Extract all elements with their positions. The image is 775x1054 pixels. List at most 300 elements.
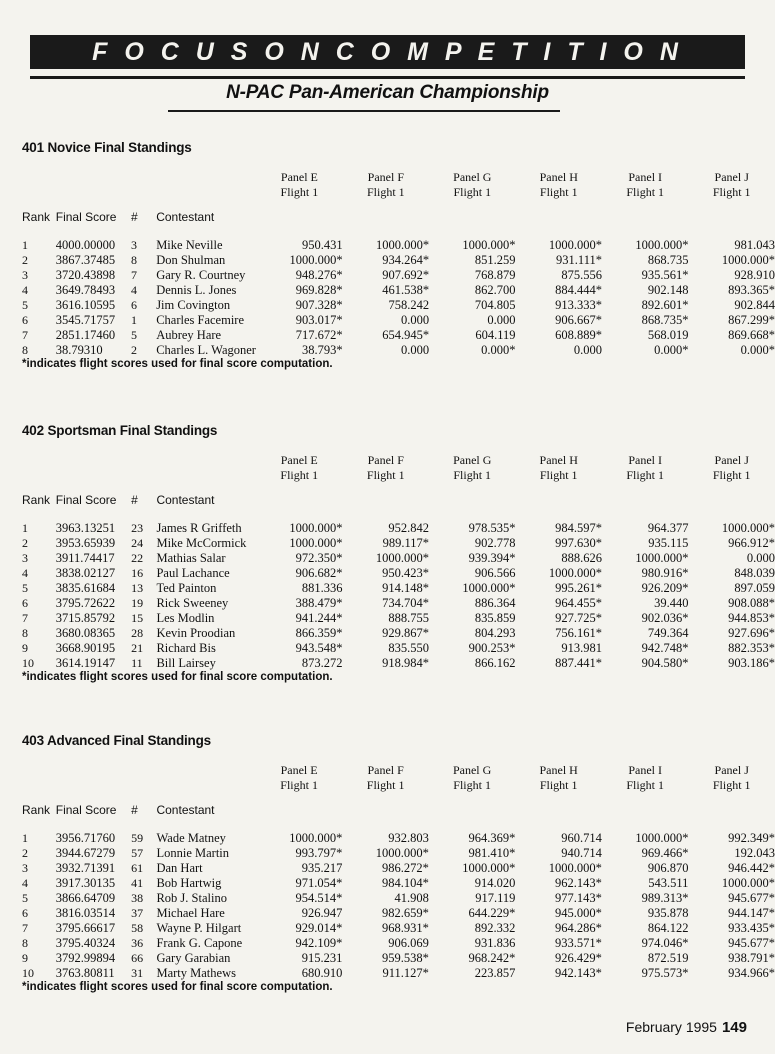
table-row bbox=[22, 283, 775, 298]
cell-panel-i: 904.580* bbox=[641, 656, 689, 670]
cell-panel-e: 954.514* bbox=[295, 891, 343, 905]
cell-panel-j: 1000.000* bbox=[721, 521, 775, 535]
cell-number: 37 bbox=[131, 906, 144, 920]
cell-panel-f: 907.692* bbox=[382, 268, 430, 282]
cell-contestant: Wayne P. Hilgart bbox=[156, 921, 242, 935]
cell-rank: 1 bbox=[22, 521, 28, 535]
cell-final-score: 3545.71757 bbox=[55, 313, 116, 327]
section-title: 401 Novice Final Standings bbox=[22, 140, 192, 155]
cell-rank: 4 bbox=[22, 566, 28, 580]
cell-panel-e: 1000.000* bbox=[289, 536, 343, 550]
table-row bbox=[22, 966, 775, 981]
cell-panel-h: 927.725* bbox=[555, 611, 602, 625]
table-row bbox=[22, 846, 775, 861]
column-header-rank: Rank bbox=[22, 210, 51, 224]
cell-panel-g: 866.162 bbox=[474, 656, 516, 670]
panel-label: Panel E bbox=[280, 763, 318, 777]
column-header-row bbox=[22, 210, 775, 238]
cell-panel-e: 1000.000* bbox=[289, 521, 343, 535]
panel-header-spacer bbox=[22, 170, 256, 210]
table-row bbox=[22, 536, 775, 551]
cell-final-score: 3795.72622 bbox=[55, 596, 116, 610]
cell-contestant: Michael Hare bbox=[156, 906, 225, 920]
cell-panel-i: 935.115 bbox=[648, 536, 689, 550]
cell-panel-j: 0.000 bbox=[746, 551, 775, 565]
cell-panel-f: 906.069 bbox=[388, 936, 429, 950]
cell-rank: 4 bbox=[22, 283, 28, 297]
cell-contestant: Ted Painton bbox=[156, 581, 217, 595]
column-header-panel-j bbox=[688, 803, 775, 831]
cell-panel-f: 461.538* bbox=[382, 283, 430, 297]
panel-header-I bbox=[602, 170, 688, 210]
cell-contestant: Gary Garabian bbox=[156, 951, 231, 965]
column-header-panel-e bbox=[256, 803, 343, 831]
column-header-row bbox=[22, 803, 775, 831]
cell-panel-g: 0.000 bbox=[487, 313, 516, 327]
cell-panel-f: 986.272* bbox=[382, 861, 429, 875]
cell-panel-e: 906.682* bbox=[295, 566, 343, 580]
panel-header-spacer bbox=[22, 763, 256, 803]
cell-panel-e: 38.793* bbox=[302, 343, 343, 357]
cell-panel-g: 906.566 bbox=[474, 566, 516, 580]
cell-panel-f: 929.867* bbox=[382, 626, 429, 640]
standings-body bbox=[22, 521, 775, 671]
cell-panel-j: 945.677* bbox=[728, 936, 775, 950]
cell-panel-g: 939.394* bbox=[468, 551, 516, 565]
cell-panel-j: 944.147* bbox=[728, 906, 775, 920]
cell-panel-g: 900.253* bbox=[468, 641, 516, 655]
standings-table bbox=[22, 763, 775, 981]
cell-panel-j: 992.349* bbox=[728, 831, 775, 845]
cell-final-score: 3614.19147 bbox=[55, 656, 116, 670]
cell-final-score: 4000.00000 bbox=[55, 238, 116, 252]
cell-panel-j: 1000.000* bbox=[721, 876, 775, 890]
cell-number: 23 bbox=[131, 521, 144, 535]
cell-final-score: 3911.74417 bbox=[55, 551, 115, 565]
cell-panel-h: 997.630* bbox=[555, 536, 602, 550]
cell-panel-j: 897.059 bbox=[734, 581, 775, 595]
panel-header-E bbox=[256, 170, 342, 210]
cell-rank: 1 bbox=[22, 238, 28, 252]
cell-panel-g: 886.364 bbox=[474, 596, 516, 610]
panel-header-H bbox=[515, 763, 602, 803]
cell-final-score: 3649.78493 bbox=[55, 283, 116, 297]
cell-panel-i: 935.878 bbox=[647, 906, 689, 920]
cell-panel-f: 968.931* bbox=[382, 921, 429, 935]
column-header-panel-f bbox=[343, 210, 429, 238]
cell-panel-f: 989.117* bbox=[382, 536, 429, 550]
cell-panel-i: 749.364 bbox=[647, 626, 689, 640]
table-row bbox=[22, 521, 775, 536]
cell-number: 28 bbox=[131, 626, 144, 640]
cell-number: 41 bbox=[131, 876, 144, 890]
panel-label: Panel J bbox=[714, 170, 749, 184]
cell-panel-g: 704.805 bbox=[474, 298, 516, 312]
cell-contestant: Don Shulman bbox=[156, 253, 226, 267]
cell-panel-i: 902.148 bbox=[647, 283, 689, 297]
cell-panel-e: 950.431 bbox=[302, 238, 343, 252]
cell-panel-e: 903.017* bbox=[295, 313, 343, 327]
cell-panel-i: 543.511 bbox=[648, 876, 689, 890]
column-header-panel-e bbox=[256, 210, 342, 238]
page-footer bbox=[626, 1019, 747, 1036]
cell-rank: 3 bbox=[22, 268, 28, 282]
flight-label: Flight 1 bbox=[280, 468, 319, 482]
panel-label: Panel I bbox=[628, 170, 663, 184]
cell-panel-f: 914.148* bbox=[382, 581, 429, 595]
cell-panel-g: 978.535* bbox=[468, 521, 516, 535]
cell-panel-h: 884.444* bbox=[555, 283, 602, 297]
cell-panel-j: 903.186* bbox=[728, 656, 775, 670]
cell-panel-j: 902.844 bbox=[734, 298, 775, 312]
panel-header-F bbox=[342, 763, 429, 803]
cell-panel-g: 862.700 bbox=[474, 283, 516, 297]
table-row bbox=[22, 313, 775, 328]
cell-final-score: 3917.30135 bbox=[55, 876, 116, 890]
footnote: *indicates flight scores used for final score computation. bbox=[22, 981, 333, 993]
cell-panel-h: 962.143* bbox=[555, 876, 602, 890]
cell-panel-g: 917.119 bbox=[475, 891, 516, 905]
cell-number: 5 bbox=[131, 328, 138, 342]
cell-final-score: 3763.80811 bbox=[55, 966, 115, 980]
cell-panel-g: 835.859 bbox=[474, 611, 516, 625]
panel-header-F bbox=[343, 453, 429, 493]
column-header-panel-e bbox=[256, 493, 342, 521]
cell-panel-j: 928.910 bbox=[734, 268, 775, 282]
cell-panel-i: 980.916* bbox=[641, 566, 689, 580]
panel-header-row bbox=[22, 453, 775, 493]
cell-rank: 8 bbox=[22, 626, 28, 640]
cell-number: 38 bbox=[131, 891, 144, 905]
cell-rank: 3 bbox=[22, 861, 28, 875]
column-header-panel-h bbox=[516, 210, 602, 238]
column-header-number: # bbox=[131, 803, 138, 817]
cell-panel-i: 868.735* bbox=[641, 313, 689, 327]
panel-label: Panel F bbox=[367, 453, 404, 467]
flight-label: Flight 1 bbox=[712, 185, 751, 199]
cell-panel-e: 866.359* bbox=[295, 626, 343, 640]
table-row bbox=[22, 298, 775, 313]
cell-panel-i: 926.209* bbox=[641, 581, 689, 595]
table-row bbox=[22, 891, 775, 906]
cell-number: 3 bbox=[131, 238, 138, 252]
table-row bbox=[22, 328, 775, 343]
cell-final-score: 3795.66617 bbox=[55, 921, 116, 935]
cell-panel-h: 984.597* bbox=[555, 521, 602, 535]
panel-header-H bbox=[515, 453, 601, 493]
cell-panel-g: 902.778 bbox=[474, 536, 516, 550]
cell-number: 36 bbox=[131, 936, 144, 950]
flight-label: Flight 1 bbox=[712, 468, 751, 482]
panel-header-J bbox=[688, 453, 775, 493]
cell-final-score: 3792.99894 bbox=[55, 951, 116, 965]
cell-panel-j: 1000.000* bbox=[721, 253, 775, 267]
cell-panel-j: 192.043 bbox=[734, 846, 775, 860]
panel-label: Panel J bbox=[714, 453, 749, 467]
column-header-number: # bbox=[131, 210, 138, 224]
cell-number: 7 bbox=[131, 268, 138, 282]
cell-panel-e: 388.479* bbox=[295, 596, 343, 610]
panel-header-J bbox=[688, 170, 775, 210]
cell-panel-j: 882.353* bbox=[728, 641, 775, 655]
table-row bbox=[22, 551, 775, 566]
cell-panel-h: 887.441* bbox=[555, 656, 602, 670]
panel-label: Panel I bbox=[628, 763, 662, 777]
cell-panel-i: 1000.000* bbox=[635, 551, 689, 565]
cell-rank: 3 bbox=[22, 551, 28, 565]
panel-header-G bbox=[429, 170, 515, 210]
title-rule bbox=[30, 76, 745, 79]
column-header-number: # bbox=[131, 493, 138, 507]
flight-label: Flight 1 bbox=[539, 778, 578, 792]
footer-page-number: 149 bbox=[721, 1019, 747, 1036]
cell-panel-h: 0.000 bbox=[573, 343, 602, 357]
column-header-panel-g bbox=[429, 210, 515, 238]
panel-label: Panel I bbox=[628, 453, 663, 467]
cell-panel-g: 914.020 bbox=[474, 876, 516, 890]
cell-panel-e: 881.336 bbox=[301, 581, 343, 595]
cell-panel-f: 950.423* bbox=[382, 566, 429, 580]
table-row bbox=[22, 921, 775, 936]
panel-header-I bbox=[602, 763, 689, 803]
cell-panel-g: 0.000* bbox=[481, 343, 516, 357]
cell-panel-h: 933.571* bbox=[555, 936, 602, 950]
cell-rank: 5 bbox=[22, 581, 28, 595]
cell-final-score: 2851.17460 bbox=[55, 328, 116, 342]
cell-final-score: 38.79310 bbox=[55, 343, 103, 357]
cell-panel-f: 952.842 bbox=[388, 521, 429, 535]
cell-panel-i: 872.519 bbox=[647, 951, 689, 965]
cell-panel-i: 1000.000* bbox=[635, 831, 689, 845]
cell-panel-e: 926.947 bbox=[301, 906, 343, 920]
cell-panel-h: 913.981 bbox=[561, 641, 602, 655]
column-header-panel-h bbox=[515, 803, 602, 831]
cell-panel-e: 935.217 bbox=[301, 861, 343, 875]
cell-panel-i: 969.466* bbox=[641, 846, 689, 860]
section-title: 402 Sportsman Final Standings bbox=[22, 423, 218, 438]
standings-body bbox=[22, 238, 775, 358]
column-header-contestant: Contestant bbox=[156, 493, 215, 507]
cell-panel-f: 934.264* bbox=[382, 253, 430, 267]
table-row bbox=[22, 581, 775, 596]
standings-table bbox=[22, 453, 775, 671]
cell-panel-i: 1000.000* bbox=[635, 238, 689, 252]
cell-panel-e: 915.231 bbox=[301, 951, 343, 965]
cell-contestant: Dennis L. Jones bbox=[156, 283, 237, 297]
panel-header-F bbox=[343, 170, 429, 210]
cell-contestant: Dan Hart bbox=[156, 861, 203, 875]
cell-final-score: 3963.13251 bbox=[55, 521, 116, 535]
cell-number: 4 bbox=[131, 283, 138, 297]
cell-panel-h: 942.143* bbox=[555, 966, 602, 980]
cell-panel-h: 913.333* bbox=[555, 298, 602, 312]
panel-header-H bbox=[516, 170, 602, 210]
cell-panel-e: 943.548* bbox=[295, 641, 343, 655]
cell-panel-e: 1000.000* bbox=[289, 831, 343, 845]
flight-label: Flight 1 bbox=[626, 185, 665, 199]
cell-panel-g: 223.857 bbox=[474, 966, 516, 980]
cell-contestant: Kevin Proodian bbox=[156, 626, 236, 640]
cell-panel-j: 0.000* bbox=[740, 343, 775, 357]
cell-contestant: Rick Sweeney bbox=[156, 596, 229, 610]
panel-label: Panel H bbox=[539, 763, 578, 777]
column-header-panel-g bbox=[429, 803, 516, 831]
cell-panel-e: 941.244* bbox=[295, 611, 343, 625]
cell-panel-f: 1000.000* bbox=[375, 551, 429, 565]
cell-panel-f: 41.908 bbox=[394, 891, 429, 905]
cell-number: 59 bbox=[131, 831, 144, 845]
cell-panel-j: 934.966* bbox=[728, 966, 775, 980]
cell-panel-f: 835.550 bbox=[388, 641, 429, 655]
cell-panel-g: 968.242* bbox=[468, 951, 516, 965]
cell-number: 16 bbox=[131, 566, 144, 580]
cell-contestant: Bill Lairsey bbox=[156, 656, 216, 670]
cell-panel-f: 932.803 bbox=[388, 831, 429, 845]
cell-panel-g: 964.369* bbox=[468, 831, 516, 845]
cell-panel-e: 972.350* bbox=[295, 551, 343, 565]
cell-panel-f: 1000.000* bbox=[375, 846, 429, 860]
column-header-panel-i bbox=[602, 493, 688, 521]
cell-panel-i: 989.313* bbox=[641, 891, 689, 905]
cell-panel-i: 935.561* bbox=[641, 268, 689, 282]
footnote: *indicates flight scores used for final score computation. bbox=[22, 358, 333, 370]
cell-panel-j: 938.791* bbox=[728, 951, 775, 965]
cell-number: 1 bbox=[131, 313, 138, 327]
panel-label: Panel H bbox=[539, 453, 578, 467]
cell-panel-g: 1000.000* bbox=[462, 861, 516, 875]
cell-panel-f: 654.945* bbox=[382, 328, 430, 342]
table-row bbox=[22, 626, 775, 641]
cell-panel-f: 0.000 bbox=[400, 313, 430, 327]
cell-panel-f: 758.242 bbox=[388, 298, 430, 312]
panel-header-G bbox=[429, 763, 516, 803]
cell-contestant: Paul Lachance bbox=[156, 566, 230, 580]
cell-panel-i: 39.440 bbox=[654, 596, 689, 610]
cell-number: 58 bbox=[131, 921, 144, 935]
cell-panel-e: 948.276* bbox=[295, 268, 343, 282]
cell-panel-h: 608.889* bbox=[555, 328, 602, 342]
cell-panel-j: 869.668* bbox=[728, 328, 775, 342]
table-row bbox=[22, 268, 775, 283]
cell-number: 24 bbox=[131, 536, 144, 550]
cell-rank: 9 bbox=[22, 951, 28, 965]
flight-label: Flight 1 bbox=[280, 185, 319, 199]
cell-panel-e: 680.910 bbox=[301, 966, 343, 980]
cell-panel-h: 906.667* bbox=[555, 313, 602, 327]
panel-header-E bbox=[256, 453, 342, 493]
cell-final-score: 3838.02127 bbox=[55, 566, 116, 580]
cell-final-score: 3866.64709 bbox=[55, 891, 116, 905]
cell-panel-i: 568.019 bbox=[647, 328, 689, 342]
cell-panel-e: 929.014* bbox=[295, 921, 343, 935]
flight-label: Flight 1 bbox=[366, 778, 405, 792]
cell-number: 31 bbox=[131, 966, 144, 980]
cell-number: 61 bbox=[131, 861, 144, 875]
cell-final-score: 3680.08365 bbox=[55, 626, 116, 640]
standings-table bbox=[22, 170, 775, 358]
cell-contestant: Charles L. Wagoner bbox=[156, 343, 256, 357]
cell-rank: 10 bbox=[22, 656, 34, 670]
table-row bbox=[22, 596, 775, 611]
column-header-final-score: Final Score bbox=[55, 210, 117, 224]
column-header-panel-h bbox=[515, 493, 601, 521]
column-header-panel-f bbox=[343, 493, 429, 521]
cell-panel-g: 604.119 bbox=[475, 328, 516, 342]
cell-panel-h: 888.626 bbox=[561, 551, 602, 565]
cell-panel-j: 981.043 bbox=[734, 238, 775, 252]
flight-label: Flight 1 bbox=[280, 778, 318, 792]
cell-rank: 6 bbox=[22, 906, 28, 920]
cell-panel-h: 995.261* bbox=[555, 581, 602, 595]
flight-label: Flight 1 bbox=[367, 185, 405, 199]
panel-header-J bbox=[688, 763, 775, 803]
cell-rank: 8 bbox=[22, 936, 28, 950]
cell-number: 22 bbox=[131, 551, 144, 565]
column-header-panel-j bbox=[688, 493, 775, 521]
footer-date: February 1995 bbox=[625, 1019, 717, 1035]
flight-label: Flight 1 bbox=[626, 468, 665, 482]
flight-label: Flight 1 bbox=[366, 468, 405, 482]
column-header-panel-j bbox=[688, 210, 775, 238]
cell-panel-i: 964.377 bbox=[647, 521, 689, 535]
cell-panel-j: 944.853* bbox=[728, 611, 775, 625]
cell-panel-h: 931.111* bbox=[556, 253, 602, 267]
panel-label: Panel E bbox=[280, 453, 318, 467]
flight-label: Flight 1 bbox=[539, 185, 578, 199]
cell-panel-f: 734.704* bbox=[382, 596, 429, 610]
cell-panel-j: 945.677* bbox=[728, 891, 775, 905]
cell-panel-h: 945.000* bbox=[555, 906, 602, 920]
cell-rank: 7 bbox=[22, 921, 28, 935]
cell-rank: 8 bbox=[22, 343, 28, 357]
cell-panel-i: 902.036* bbox=[641, 611, 689, 625]
table-row bbox=[22, 641, 775, 656]
cell-panel-h: 1000.000* bbox=[548, 861, 602, 875]
cell-panel-g: 804.293 bbox=[474, 626, 516, 640]
section-title: 403 Advanced Final Standings bbox=[22, 733, 211, 748]
cell-number: 6 bbox=[131, 298, 138, 312]
cell-panel-j: 848.039 bbox=[734, 566, 775, 580]
cell-number: 2 bbox=[131, 343, 138, 357]
flight-label: Flight 1 bbox=[712, 778, 751, 792]
cell-contestant: Bob Hartwig bbox=[156, 876, 222, 890]
cell-panel-e: 873.272 bbox=[301, 656, 343, 670]
cell-panel-j: 893.365* bbox=[728, 283, 775, 297]
cell-panel-h: 756.161* bbox=[555, 626, 602, 640]
cell-contestant: Jim Covington bbox=[156, 298, 231, 312]
cell-contestant: Lonnie Martin bbox=[156, 846, 230, 860]
cell-contestant: Mathias Salar bbox=[156, 551, 226, 565]
column-header-contestant: Contestant bbox=[156, 210, 215, 224]
cell-panel-h: 875.556 bbox=[561, 268, 602, 282]
column-header-final-score: Final Score bbox=[55, 493, 117, 507]
cell-panel-i: 0.000* bbox=[654, 343, 689, 357]
footnote: *indicates flight scores used for final score computation. bbox=[22, 671, 333, 683]
cell-panel-g: 892.332 bbox=[474, 921, 516, 935]
panel-header-G bbox=[429, 453, 515, 493]
panel-label: Panel J bbox=[714, 763, 749, 777]
banner-title: F O C U S O N C O M P E T I T I O N bbox=[92, 38, 683, 66]
table-row bbox=[22, 861, 775, 876]
cell-panel-e: 969.828* bbox=[295, 283, 343, 297]
cell-panel-e: 993.797* bbox=[295, 846, 343, 860]
column-header-panel-i bbox=[602, 210, 688, 238]
table-row bbox=[22, 238, 775, 253]
cell-contestant: Charles Facemire bbox=[156, 313, 244, 327]
cell-rank: 10 bbox=[22, 966, 34, 980]
cell-panel-j: 867.299* bbox=[728, 313, 775, 327]
cell-panel-i: 975.573* bbox=[641, 966, 689, 980]
